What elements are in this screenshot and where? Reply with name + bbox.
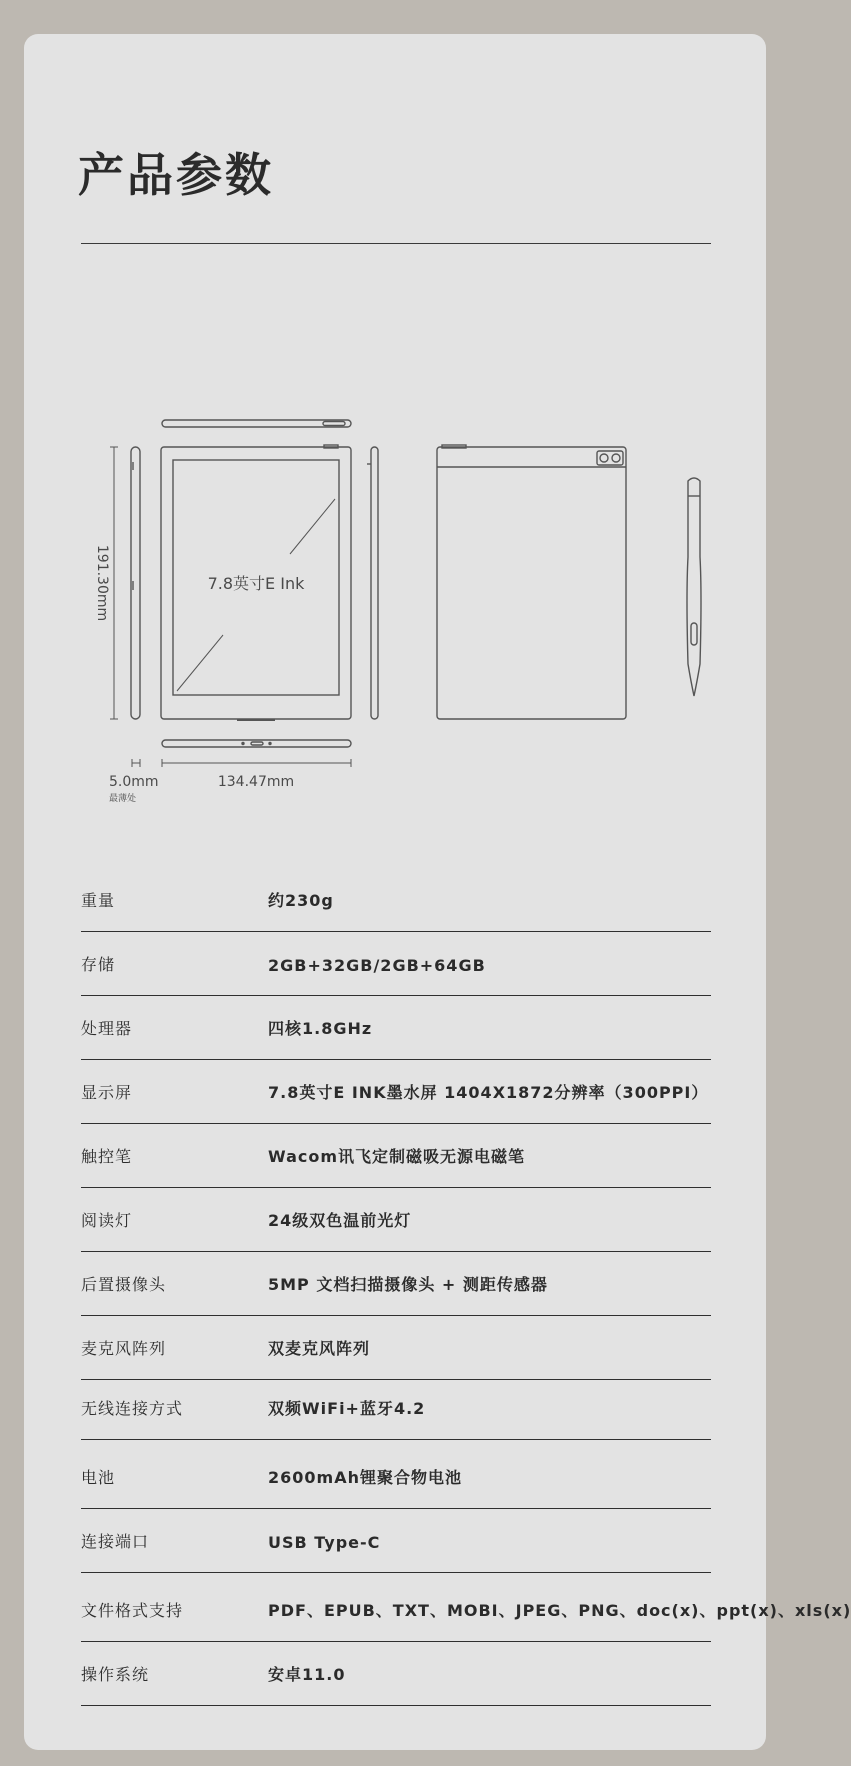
spec-value: 5MP 文档扫描摄像头 + 测距传感器 [268,1275,548,1294]
spec-row-os [81,1642,711,1706]
spec-label: 显示屏 [81,1083,133,1102]
spec-value: 约230g [268,891,334,910]
spec-value: 四核1.8GHz [268,1019,373,1038]
spec-row-storage [81,932,711,996]
spec-row-file-formats [81,1573,851,1642]
spec-label: 处理器 [81,1019,133,1038]
spec-value: 2GB+32GB/2GB+64GB [268,956,486,975]
spec-label: 存储 [81,955,116,974]
screen-size-label: 7.8英寸E Ink [207,574,305,593]
spec-value: 7.8英寸E INK墨水屏 1404X1872分辨率（300PPI） [268,1083,709,1102]
spec-label: 后置摄像头 [81,1275,167,1294]
spec-label: 操作系统 [81,1665,150,1684]
spec-row-port [81,1509,711,1573]
spec-row-reading-light [81,1188,711,1252]
device-right-side-view [367,447,378,719]
spec-value: 安卓11.0 [268,1665,346,1684]
spec-row-weight [81,859,711,932]
spec-value: 双麦克风阵列 [268,1339,371,1358]
thickness-dimension-label: 5.0mm [109,774,159,790]
spec-row-processor [81,996,711,1060]
spec-row-microphone [81,1316,711,1380]
spec-label: 文件格式支持 [81,1601,184,1620]
spec-value: 双频WiFi+蓝牙4.2 [268,1399,426,1418]
device-left-side-view [131,447,140,719]
spec-value: PDF、EPUB、TXT、MOBI、JPEG、PNG、doc(x)、ppt(x)、xls(x) [268,1601,851,1620]
spec-value: 24级双色温前光灯 [268,1211,412,1230]
page-title: 产品参数 [78,148,274,202]
spec-label: 无线连接方式 [81,1399,184,1418]
spec-label: 阅读灯 [81,1211,133,1230]
spec-table [81,859,851,1706]
product-spec-card [24,34,851,1750]
spec-label: 触控笔 [81,1147,133,1166]
device-bottom-view [162,740,351,747]
device-top-view [162,420,351,427]
spec-label: 麦克风阵列 [81,1339,167,1358]
height-dimension-label: 191.30mm [94,544,110,622]
spec-row-rear-camera [81,1252,711,1316]
stylus-pen [687,478,701,696]
device-dimension-diagram [24,34,766,834]
spec-label: 重量 [81,891,116,910]
spec-value: Wacom讯飞定制磁吸无源电磁笔 [268,1147,526,1166]
width-dimension-line [132,759,351,767]
spec-row-stylus [81,1124,711,1188]
width-dimension-label: 134.47mm [217,774,295,790]
spec-row-wireless [81,1380,711,1440]
spec-row-battery [81,1440,711,1509]
spec-row-display [81,1060,711,1124]
spec-value: 2600mAh锂聚合物电池 [268,1468,462,1487]
device-back-view [437,445,626,719]
spec-label: 连接端口 [81,1532,150,1551]
spec-label: 电池 [81,1468,116,1487]
thickness-note: 最薄处 [109,794,137,804]
height-dimension-line [110,447,118,719]
spec-value: USB Type-C [268,1533,381,1552]
